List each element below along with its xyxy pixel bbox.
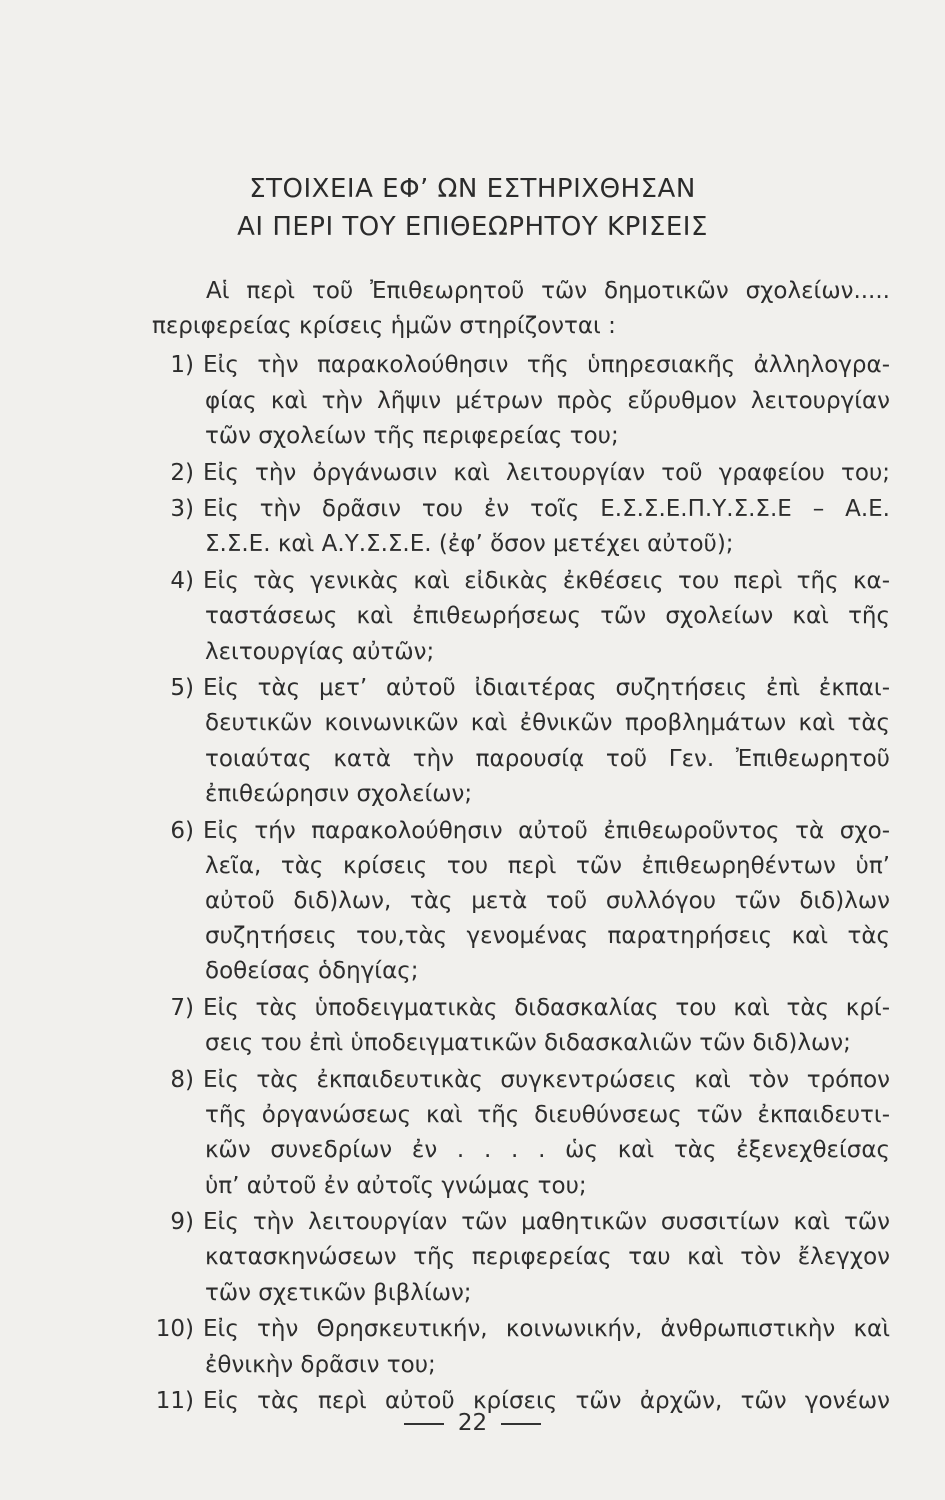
item-number: 6) (170, 817, 194, 844)
heading-line-2: ΑΙ ΠΕΡΙ ΤΟΥ ΕΠΙΘΕΩΡΗΤΟΥ ΚΡΙΣΕΙΣ (237, 212, 708, 242)
item-text-line: Εἰς τὴν Θρησκευτικήν, κοινωνικήν, ἀνθρωπιστικὴν καὶ (203, 1316, 890, 1343)
item-number: 9) (170, 1209, 194, 1236)
intro-line: περιφερείας κρίσεις ἡμῶν στηρίζονται : (152, 313, 616, 340)
item-text-line: Σ.Σ.Ε. καὶ Α.Υ.Σ.Σ.Ε. (ἐφ’ ὅσον μετέχει αὐτοῦ); (205, 531, 734, 558)
footer-dash-left (404, 1423, 444, 1425)
item-text-line: Εἰς τὰς γενικὰς καὶ εἰδικὰς ἐκθέσεις του περὶ τῆς κα- (203, 568, 890, 595)
item-text-line: τῶν σχολείων τῆς περιφερείας του; (205, 422, 619, 449)
item-text-line: Εἰς τὰς περὶ αὐτοῦ κρίσεις τῶν ἀρχῶν, τῶν γονέων (203, 1388, 890, 1415)
item-text-line: Εἰς τὴν ὀργάνωσιν καὶ λειτουργίαν τοῦ γραφείου του; (203, 459, 890, 486)
item-text-line: λειτουργίας αὐτῶν; (205, 638, 435, 665)
item-text-line: αὐτοῦ διδ)λων, τὰς μετὰ τοῦ συλλόγου τῶν διδ)λων (205, 887, 890, 914)
item-number: 5) (170, 675, 194, 702)
item-text-line: λεῖα, τὰς κρίσεις του περὶ τῶν ἐπιθεωρηθέντων ὑπ’ (205, 852, 890, 879)
item-text-line: συζητήσεις του,τὰς γενομένας παρατηρήσεις καὶ τὰς (205, 923, 890, 950)
item-text-line: Εἰς τὴν λειτουργίαν τῶν μαθητικῶν συσσιτίων καὶ τῶν (203, 1209, 890, 1236)
item-text-line: σεις του ἐπὶ ὑποδειγματικῶν διδασκαλιῶν τῶν διδ)λων; (205, 1030, 851, 1057)
item-number: 8) (170, 1066, 194, 1093)
item-text-line: κατασκηνώσεων τῆς περιφερείας ταυ καὶ τὸν ἔλεγχον (205, 1244, 890, 1271)
intro-line: Αἱ περὶ τοῦ Ἐπιθεωρητοῦ τῶν δημοτικῶν σχολείων..... (206, 278, 890, 304)
page-number: 22 (457, 1410, 488, 1436)
item-text-line: κῶν συνεδρίων ἐν . . . . ὡς καὶ τὰς ἐξενεχθείσας (205, 1137, 890, 1164)
item-number: 3) (170, 496, 194, 523)
item-text-line: ἐπιθεώρησιν σχολείων; (205, 780, 473, 807)
item-text-line: τοιαύτας κατὰ τὴν παρουσίᾳ τοῦ Γεν. Ἐπιθεωρητοῦ (205, 745, 890, 772)
footer-dash-right (501, 1423, 541, 1425)
item-number: 10) (155, 1316, 194, 1343)
item-text-line: Εἰς τὰς μετ’ αὐτοῦ ἰδιαιτέρας συζητήσεις ἐπὶ ἐκπαι- (203, 675, 890, 702)
item-text-line: ἐθνικὴν δρᾶσιν του; (205, 1351, 436, 1378)
item-text-line: τῆς ὀργανώσεως καὶ τῆς διευθύνσεως τῶν ἐκπαιδευτι- (205, 1102, 890, 1129)
item-text-line: δοθείσας ὁδηγίας; (205, 958, 419, 985)
item-text-line: Εἰς τὰς ἐκπαιδευτικὰς συγκεντρώσεις καὶ τὸν τρόπον (203, 1066, 890, 1093)
heading-line-1: ΣΤΟΙΧΕΙΑ ΕΦ’ ΩΝ ΕΣΤΗΡΙΧΘΗΣΑΝ (249, 174, 696, 204)
item-text-line: φίας καὶ τὴν λῆψιν μέτρων πρὸς εὔρυθμον λειτουργίαν (205, 387, 890, 414)
item-number: 7) (170, 995, 194, 1021)
item-number: 2) (170, 459, 194, 486)
item-text-line: δευτικῶν κοινωνικῶν καὶ ἐθνικῶν προβλημάτων καὶ τὰς (205, 710, 890, 737)
item-number: 11) (155, 1388, 194, 1415)
item-text-line: Εἰς τήν παρακολούθησιν αὐτοῦ ἐπιθεωροῦντος τὰ σχο- (203, 817, 890, 844)
item-text-line: Εἰς τὴν δρᾶσιν του ἐν τοῖς Ε.Σ.Σ.Ε.Π.Υ.Σ.Σ.Ε – Α.Ε. (203, 496, 890, 523)
item-text-line: ὑπ’ αὐτοῦ ἐν αὐτοῖς γνώμας του; (205, 1172, 587, 1199)
item-text-line: ταστάσεως καὶ ἐπιθεωρήσεως τῶν σχολείων καὶ τῆς (205, 603, 890, 630)
item-number: 1) (170, 352, 194, 379)
item-number: 4) (170, 568, 194, 595)
page-footer (0, 1410, 945, 1436)
item-text-line: Εἰς τὰς ὑποδειγματικὰς διδασκαλίας του καὶ τὰς κρί- (203, 995, 890, 1021)
item-text-line: τῶν σχετικῶν βιβλίων; (205, 1279, 472, 1306)
item-text-line: Εἰς τὴν παρακολούθησιν τῆς ὑπηρεσιακῆς ἀλληλογρα- (203, 352, 890, 379)
